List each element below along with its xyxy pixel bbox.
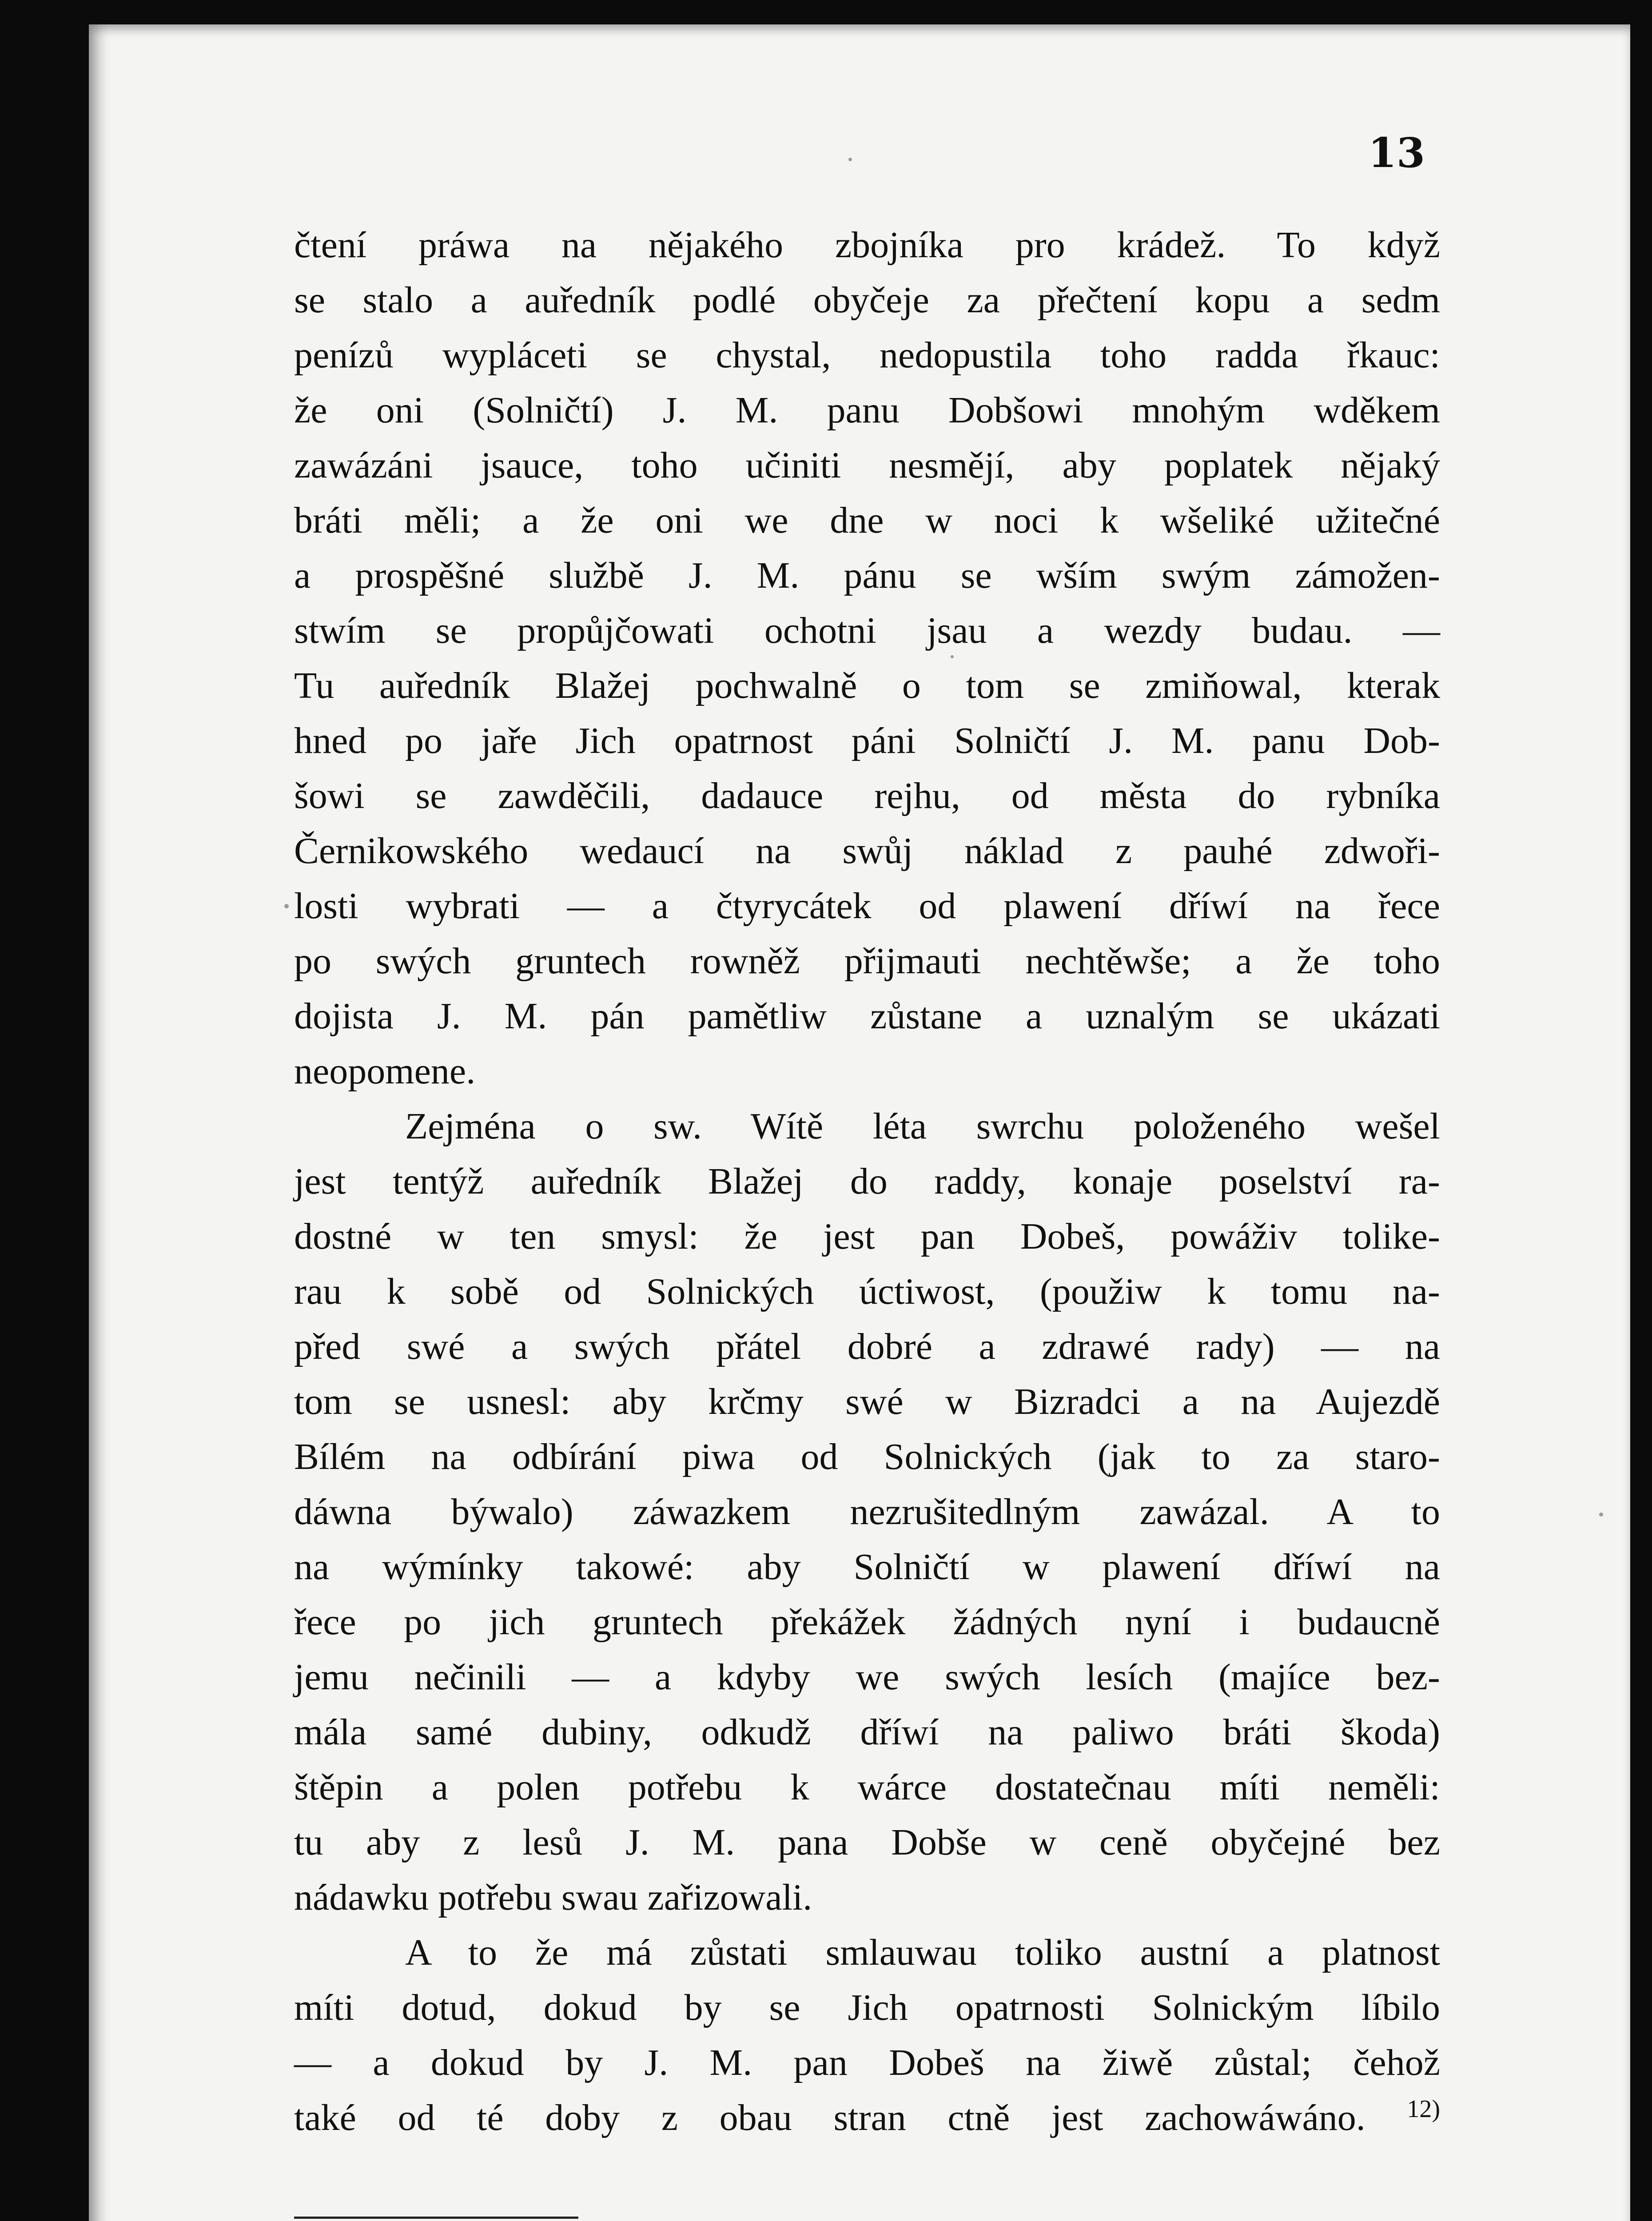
text-line: bráti měli; a že oni we dne w noci k wšeliké užitečné	[294, 500, 1440, 541]
text-line: — a dokud by J. M. pan Dobeš na žiwě zůstal; čehož	[294, 2042, 1440, 2083]
footnote-separator	[294, 2217, 578, 2219]
text-line: a prospěšné službě J. M. pánu se wším swým zámožen-	[294, 555, 1440, 596]
text-line: dojista J. M. pán pamětliw zůstane a uznalým se ukázati	[294, 995, 1440, 1037]
text-line: losti wybrati — a čtyrycátek od plawení dříwí na řece	[294, 885, 1440, 927]
paper-speck	[1599, 1513, 1603, 1516]
text-line: tom se usnesl: aby krčmy swé w Bizradci a na Aujezdě	[294, 1381, 1440, 1422]
text-line: že oni (Solničtí) J. M. panu Dobšowi mnohým wděkem	[294, 390, 1440, 431]
footnote-reference: 12)	[1407, 2095, 1441, 2123]
text-line: míti dotud, dokud by se Jich opatrnosti Solnickým líbilo	[294, 1987, 1440, 2028]
text-line: hned po jaře Jich opatrnost páni Solničtí J. M. panu Dob-	[294, 720, 1440, 761]
text-line: rau k sobě od Solnických úctiwost, (použiw k tomu na-	[294, 1271, 1440, 1312]
text-line: řece po jich gruntech překážek žádných nyní i budaucně	[294, 1601, 1440, 1643]
text-line: na wýmínky takowé: aby Solničtí w plawení dříwí na	[294, 1546, 1440, 1588]
text-line: dáwna býwalo) záwazkem nezrušitedlným zawázal. A to	[294, 1491, 1440, 1532]
text-line: tu aby z lesů J. M. pana Dobše w ceně obyčejné bez	[294, 1822, 1440, 1863]
text-line: štěpin a polen potřebu k wárce dostatečnau míti neměli:	[294, 1767, 1440, 1808]
text-line: před swé a swých přátel dobré a zdrawé rady) — na	[294, 1326, 1440, 1367]
main-text	[294, 218, 1440, 2145]
page-number: 13	[1368, 129, 1425, 177]
text-line: Černikowského wedaucí na swůj náklad z pauhé zdwoři-	[294, 830, 1440, 872]
text-line-content: také od té doby z obau stran ctně jest zachowáwáno.	[294, 2097, 1365, 2138]
text-line: dostné w ten smysl: že jest pan Dobeš, powáživ tolike-	[294, 1216, 1440, 1257]
text-line: stwím se propůjčowati ochotni jsau a wezdy budau. —	[294, 610, 1440, 651]
text-line: penízů wypláceti se chystal, nedopustila toho radda řkauc:	[294, 334, 1440, 376]
text-line: zawázáni jsauce, toho učiniti nesmějí, aby poplatek nějaký	[294, 445, 1440, 486]
text-line: jemu nečinili — a kdyby we swých lesích (majíce bez-	[294, 1656, 1440, 1698]
text-line: Tu auředník Blažej pochwalně o tom se zmiňowal, kterak	[294, 665, 1440, 706]
text-line: čtení práwa na nějakého zbojníka pro krádež. To když	[294, 224, 1440, 266]
text-line: nádawku potřebu swau zařizowali.	[294, 1877, 812, 1918]
text-line: neopomene.	[294, 1051, 476, 1092]
paper-speck	[284, 904, 289, 908]
text-line: se stalo a auředník podlé obyčeje za přečtení kopu a sedm	[294, 279, 1440, 321]
text-line: Bílém na odbírání piwa od Solnických (jak to za staro-	[294, 1436, 1440, 1477]
text-line: šowi se zawděčili, dadauce rejhu, od města do rybníka	[294, 775, 1440, 816]
text-line: Zejména o sw. Wítě léta swrchu položeného wešel	[405, 1106, 1440, 1147]
text-line: po swých gruntech rowněž přijmauti nechtěwše; a že toho	[294, 940, 1440, 982]
text-line: mála samé dubiny, odkudž dříwí na paliwo bráti škoda)	[294, 1712, 1440, 1753]
text-line: jest tentýž auředník Blažej do raddy, konaje poselství ra-	[294, 1161, 1440, 1202]
paper-speck	[848, 158, 852, 161]
text-line	[294, 2090, 1440, 2145]
text-line: A to že má zůstati smlauwau toliko austní a platnost	[405, 1932, 1440, 1973]
